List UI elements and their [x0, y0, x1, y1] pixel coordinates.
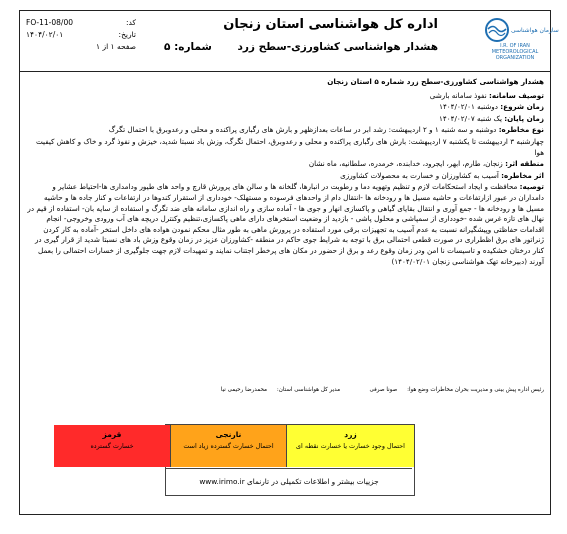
end-value: یک شنبه ۱۴۰۴/۰۲/۰۷	[439, 113, 502, 123]
bulletin-number: شماره: ۵	[164, 41, 212, 53]
effect-value: آسیب به کشاورزان و خسارت به محصولات کشاورزی	[340, 170, 499, 180]
level-orange	[170, 425, 286, 467]
logo-caption-2: METEOROLOGICAL	[491, 49, 539, 55]
svg-text:سازمان هواشناسی: سازمان هواشناسی	[511, 27, 559, 34]
page-row	[26, 41, 136, 53]
level-orange-title: نارنجی	[215, 430, 242, 439]
start-label: زمان شروع:	[500, 102, 544, 112]
level-red-title: قرمز	[102, 430, 122, 439]
hazard-line-2: چهارشنبه ۳ اردیبهشت تا یکشنبه ۷ اردیبهشت: بارش های رگباری پراکنده و محلی و رعدوبرق، احتمال تگرگ، وزش باد نسبتا شدید، خیزش و نفوذ گرد و خاک و کاهش کیفیت هوا	[35, 136, 544, 157]
area-value: زنجان، طارم، ابهر، ایجرود، خدابنده، خرمدره، سلطانیه، ماه نشان	[308, 159, 503, 169]
advice-label: توصیه:	[519, 182, 544, 192]
signature-second-role: مدیر کل هواشناسی استان:	[276, 387, 341, 393]
body-title: هشدار هواشناسی کشاورزی-سطح زرد شماره ۵ استان زنجان	[327, 77, 544, 86]
hazard-line	[26, 125, 544, 136]
code-value: FO-11-08/00	[26, 18, 73, 27]
effect-label: اثر مخاطره:	[501, 170, 544, 180]
effect-line	[26, 171, 544, 182]
system-value: نفوذ سامانه بارشی	[429, 90, 487, 100]
end-label: زمان پایان:	[504, 113, 544, 123]
logo-caption-1: I.R. OF IRAN	[500, 43, 530, 49]
signature-first-role: رئیس اداره پیش بینی و مدیریت بحران مخاطرات وضع هوا:	[407, 387, 544, 393]
date-label: تاریخ:	[118, 30, 136, 39]
end-line	[26, 114, 544, 125]
level-yellow-title: زرد	[344, 430, 357, 439]
date-value: ۱۴۰۴/۰۲/۰۱	[26, 30, 64, 39]
advice-value: محافظت و ایجاد استحکامات لازم و تنظیم وتهویه دما و رطوبت در انبارها، گلخانه ها و سالن های پرورش قارچ و واحد های طیور ودامداری ها-احتیاط عشایر و دامداران در عبور ازارتفاعات و حاشیه مسیل ها و رودخانه ها -انتقال دام از واحدهای فرسوده و مستهلک- خودداری از استقرار کندوها در ارتفاعات و کنار جاده ها و حاشیه مسیل ها و رودخانه ها - جمع آوری و انتقال بقایای گیاهی و پاکسازی انهار و جوی ها - آماده سازی و راه اندازی سامانه های ضد تگرگ و استفاده از سایه بان- استفاده از قیم در نهال های تازه غرس شده -خودداری از سمپاشی و محلول پاشی - بازدید از وضعیت استخرهای دارای ماهی پاکسازی،تنظیم وکنترل دریچه های آب ورودی وخروجی- انجام اقدامات حفاظتی وپیشگیرانه نسبت به عدم آسیب به تجهیزات برقی مورد استفاده در پرورش ماهی به طور مثال محکم نمودن هواده های داخل استخر -آماده به کار کردن ژنراتور های برق اظطراری در صورت قطعی احتمالی برق با توجه به شرایط جوی حاکم در منطقه -کشاورزان عزیز در زمان وقوع وزش باد های نسبتا شدید از قرار گیری در کنار درختان خشکیده و تاسیسات نا امن ودر زمان وقوع رعد و برق از حضور در مکان های پرخطر اجتناب نمایند و تمهیدات لازم جهت جلوگیری از خسارات احتمالی را بعمل آورند (دبیرخانه تهک هواشناسی زنجان ۱۴۰۴/۰۲/۰۱)	[27, 182, 544, 266]
area-line	[26, 159, 544, 170]
level-orange-desc: احتمال خسارت گسترده زیاد است	[183, 442, 274, 450]
date-row	[26, 29, 136, 41]
system-label: توصیف سامانه:	[489, 90, 544, 100]
signature-first-name: صونا صرفی	[369, 387, 398, 393]
levels-footer-link[interactable]: جزییات بیشتر و اطلاعات تکمیلی در تارنمای www.irimo.ir	[166, 468, 412, 495]
wave-logo-icon	[484, 17, 559, 43]
bulletin-title-line	[118, 41, 438, 53]
code-label: کد:	[125, 18, 136, 27]
level-yellow-desc: احتمال وجود خسارت یا خسارت نقطه ای	[296, 442, 405, 450]
page-text: صفحه ۱ از ۱	[96, 42, 136, 51]
bulletin-header	[20, 11, 559, 72]
warning-levels-table	[90, 424, 415, 496]
bulletin-page	[19, 10, 559, 515]
level-red	[54, 425, 170, 467]
advice-line	[26, 182, 544, 267]
start-value: دوشنبه ۱۴۰۴/۰۲/۰۱	[439, 102, 498, 112]
document-meta	[26, 17, 136, 53]
bulletin-title: هشدار هواشناسی کشاورزی-سطح زرد	[237, 41, 438, 53]
start-line	[26, 102, 544, 113]
level-yellow	[286, 425, 414, 467]
system-line	[26, 91, 544, 102]
hazard-label: نوع مخاطره:	[498, 125, 544, 135]
meteorology-logo	[484, 17, 559, 67]
org-title: اداره کل هواشناسی استان زنجان	[223, 17, 438, 32]
area-label: منطقه اثر:	[505, 159, 544, 169]
bulletin-body	[26, 77, 544, 268]
hazard-value: دوشنبه و سه شنبه ۱ و ۲ اردیبهشت: رشد ابر در ساعات بعدازظهر و بارش های رگباری پراکنده و محلی و رعدوبرق با احتمال تگرگ	[108, 125, 497, 135]
logo-caption-3: ORGANIZATION	[495, 55, 535, 61]
code-row	[26, 17, 136, 29]
level-red-desc: خسارت گسترده	[90, 442, 134, 450]
signatures	[26, 386, 544, 395]
signature-second-name: محمدرضا رحیمی نیا	[220, 387, 268, 393]
